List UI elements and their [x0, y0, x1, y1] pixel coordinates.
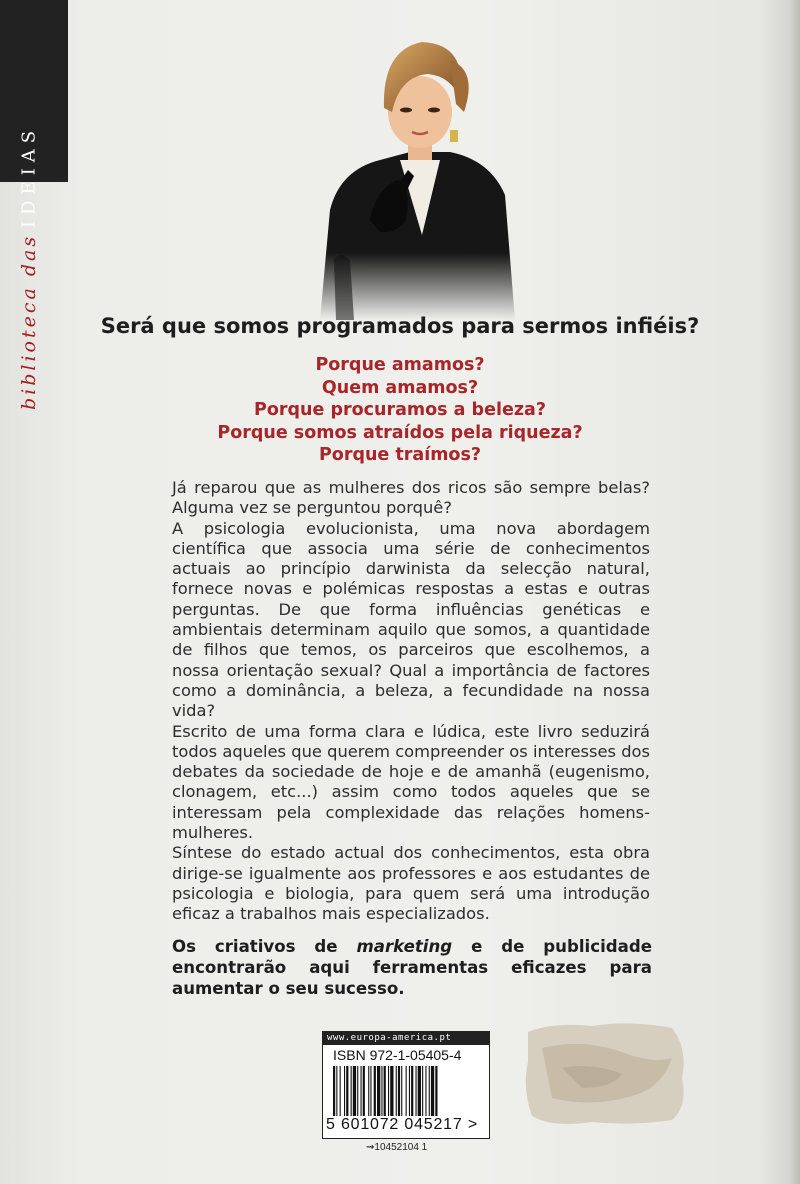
headline: Será que somos programados para sermos infiéis? — [100, 314, 700, 338]
blurb-paragraph: Já reparou que as mulheres dos ricos são sempre belas? Alguma vez se perguntou porquê? — [172, 478, 650, 518]
blurb-body — [172, 478, 650, 925]
barcode-bar — [357, 1066, 358, 1122]
barcode-bar — [374, 1066, 376, 1122]
barcode-bar — [363, 1066, 365, 1122]
barcode-bar — [377, 1066, 380, 1122]
barcode-bar — [388, 1066, 389, 1122]
publisher-url: www.europa-america.pt — [323, 1032, 489, 1045]
woman-figure-icon — [300, 20, 540, 320]
question-item: Quem amamos? — [321, 377, 479, 398]
series-label-light: biblioteca das — [18, 233, 40, 410]
barcode-bar — [416, 1066, 417, 1122]
barcode-bar — [429, 1066, 430, 1122]
barcode-bar — [351, 1066, 352, 1122]
barcode-bar — [418, 1066, 421, 1122]
barcode-bar — [344, 1066, 345, 1122]
isbn-label: ISBN 972-1-05405-4 — [333, 1047, 462, 1063]
internal-code: ⇝10452104 1 — [366, 1142, 428, 1153]
barcode-bar — [396, 1066, 397, 1122]
barcode-bar — [340, 1066, 341, 1122]
closing-emphasis: marketing — [356, 937, 453, 956]
closing-before: Os criativos de — [172, 937, 357, 956]
barcode-bar — [361, 1066, 362, 1122]
barcode-icon — [331, 1066, 481, 1122]
barcode-bar — [435, 1066, 437, 1122]
barcode-bar — [370, 1066, 371, 1122]
question-list — [0, 354, 800, 467]
blurb-paragraph: Escrito de uma forma clara e lúdica, este livro seduzirá todos aqueles que querem compreender os interesses dos debates da sociedade de hoje e de amanhã (eugenismo, clonagem, etc...) assim como todos aqueles que se interessam pela complexidade das relações homens-mulheres. — [172, 721, 650, 843]
barcode-bar — [346, 1066, 348, 1122]
question-item: Porque traímos? — [318, 445, 482, 466]
barcode-bar — [390, 1066, 393, 1122]
question-item: Porque somos atraídos pela riqueza? — [217, 422, 583, 443]
question-item: Porque procuramos a beleza? — [254, 400, 546, 421]
barcode-bar — [336, 1066, 337, 1122]
barcode-bar — [425, 1066, 426, 1122]
barcode-bar — [398, 1066, 400, 1122]
barcode-bar — [409, 1066, 410, 1122]
blurb-paragraph: A psicologia evolucionista, uma nova abordagem científica que associa uma série de conhecimentos actuais ao princípio darwinista da selecção natural, fornece novas e polémicas respostas a estas e outras perguntas. De que forma influências genéticas e ambientais determinam aquilo que somos, a quantidade de filhos que temos, os parceiros que escolhemos, a nossa orientação sexual? Qual a importância de factores como a dominância, a beleza, a fecundidade na nossa vida? — [172, 518, 650, 721]
question-item: Porque amamos? — [315, 355, 485, 375]
series-label-dark: IDEIAS — [18, 124, 40, 228]
barcode-bar — [353, 1066, 356, 1122]
barcode-bar — [381, 1066, 382, 1122]
barcode-digits: 5 601072 045217 > — [326, 1116, 478, 1133]
barcode-bar — [406, 1066, 407, 1122]
blurb-paragraph: Síntese do estado actual dos conhecimentos, esta obra dirige-se igualmente aos professores e aos estudantes de psicologia e biologia, para quem será uma introdução eficaz a trabalhos mais especializados. — [172, 843, 650, 924]
closing-after: e de publicidade encontrarão aqui ferramentas eficazes para aumentar o seu sucesso. — [172, 937, 652, 998]
sticker-residue — [522, 1018, 692, 1128]
series-label — [18, 10, 54, 410]
barcode-bar — [411, 1066, 413, 1122]
barcode-bar — [384, 1066, 386, 1122]
barcode-bar — [333, 1066, 335, 1122]
barcode-block — [322, 1031, 490, 1139]
barcode-bar — [431, 1066, 434, 1122]
closing-statement — [172, 936, 652, 999]
barcode-bar — [368, 1066, 369, 1122]
barcode-bar — [422, 1066, 423, 1122]
barcode-bar — [401, 1066, 402, 1122]
cover-edge — [788, 0, 800, 1184]
